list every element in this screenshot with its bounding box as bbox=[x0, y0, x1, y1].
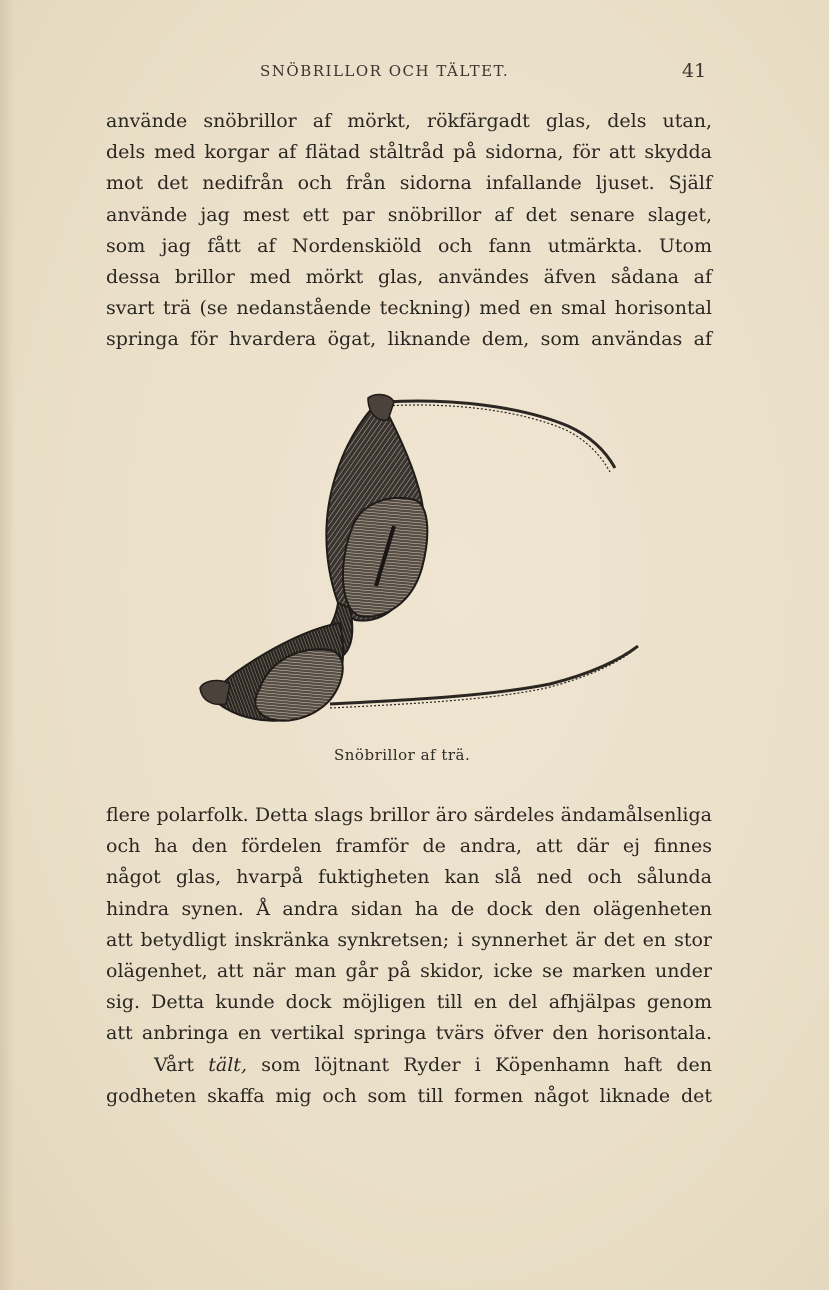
text-line: dessa brillor med mörkt glas, användes äfven sådana af bbox=[106, 265, 712, 288]
text-line: att betydligt inskränka synkretsen; i synnerhet är det en stor bbox=[106, 928, 712, 951]
text-line: och ha den fördelen framför de andra, att där ej finnes bbox=[106, 835, 712, 858]
text-run: Vårt bbox=[154, 1053, 209, 1076]
text-line: dels med korgar af flätad ståltråd på sidorna, för att skydda bbox=[106, 141, 712, 164]
figure-caption: Snöbrillor af trä. bbox=[334, 746, 471, 764]
snow-goggles-illustration bbox=[190, 388, 640, 733]
text-line: använde snöbrillor af mörkt, rökfärgadt glas, dels utan, bbox=[106, 110, 712, 132]
text-line: att anbringa en vertikal springa tvärs öfver den horisontala. bbox=[106, 1022, 712, 1045]
page-number: 41 bbox=[682, 60, 707, 82]
text-line: som jag fått af Nordenskiöld och fann utmärkta. Utom bbox=[106, 234, 712, 257]
text-line: svart trä (se nedanstående teckning) med en smal horisontal bbox=[106, 297, 712, 320]
wooden-snow-goggles-drawing bbox=[190, 388, 640, 733]
text-line: något glas, hvarpå fuktigheten kan slå ned och sålunda bbox=[106, 866, 712, 889]
text-line: godheten skaffa mig och som till formen något liknade det bbox=[106, 1084, 712, 1107]
text-run: som löjtnant Ryder i Köpenhamn haft den bbox=[246, 1053, 713, 1076]
text-line: använde jag mest ett par snöbrillor af det senare slaget, bbox=[106, 203, 712, 226]
paragraph-top bbox=[106, 106, 712, 356]
text-line: hindra synen. Å andra sidan ha de dock den olägenheten bbox=[106, 897, 712, 920]
italic-word: tält, bbox=[208, 1053, 247, 1076]
running-title: SNÖBRILLOR OCH TÄLTET. bbox=[260, 62, 510, 80]
text-line: mot det nedifrån och från sidorna infallande ljuset. Själf bbox=[106, 172, 712, 195]
text-line: olägenhet, att när man går på skidor, icke se marken under bbox=[106, 959, 712, 982]
text-line: springa för hvardera ögat, liknande dem, som användas af bbox=[106, 328, 712, 351]
text-line-new-paragraph bbox=[106, 1050, 712, 1081]
page-edge-shadow bbox=[0, 0, 14, 1290]
text-line: sig. Detta kunde dock möjligen till en del afhjälpas genom bbox=[106, 991, 712, 1014]
text-line: flere polarfolk. Detta slags brillor äro särdeles ändamålsenliga bbox=[106, 804, 712, 826]
paragraph-bottom bbox=[106, 800, 712, 1112]
